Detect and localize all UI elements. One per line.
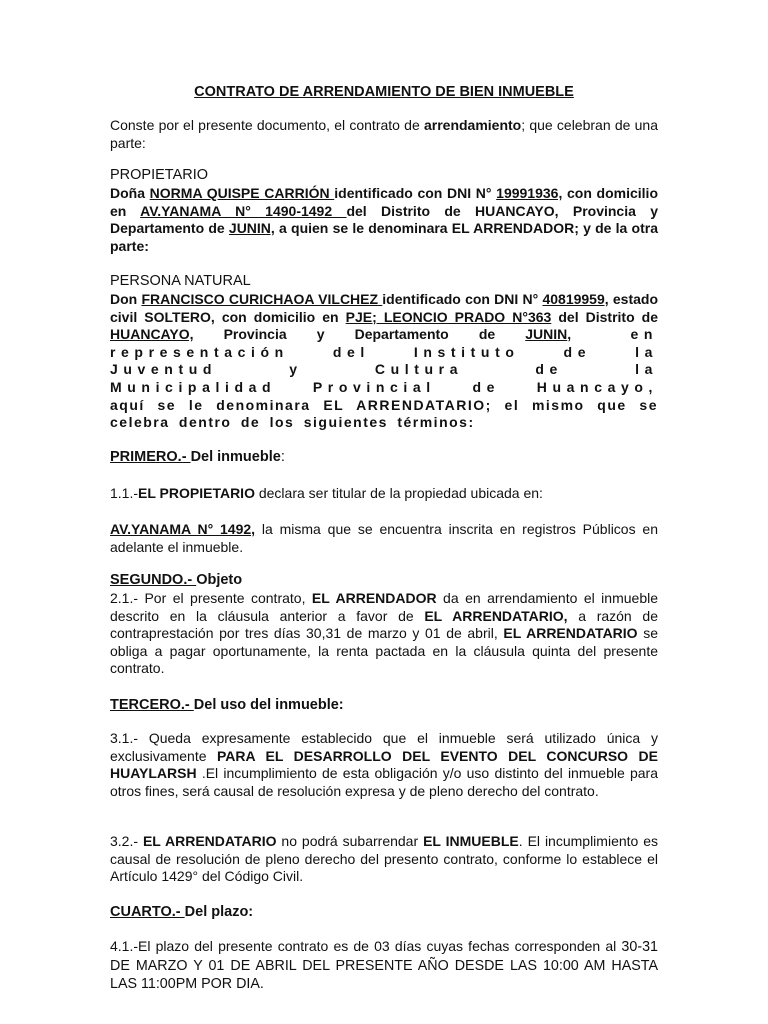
clause-3-2-text: no podrá subarrendar <box>276 833 424 849</box>
tenant-district: HUANCAYO, <box>110 326 194 343</box>
tenant-text-5: Provincia y Departamento de <box>193 326 526 343</box>
tenant-dni: 40819959, <box>542 291 609 307</box>
clause-2-1-text: 2.1.- Por el presente contrato, <box>110 590 312 606</box>
primero-label: PRIMERO.- <box>110 449 191 465</box>
clause-4-1 <box>110 938 658 994</box>
clause-3-2 <box>110 833 658 886</box>
document-title: CONTRATO DE ARRENDAMIENTO DE BIEN INMUEBLE <box>194 84 574 100</box>
tenant-paragraph <box>110 291 658 432</box>
segundo-label: SEGUNDO.- <box>110 572 197 588</box>
owner-text-4: del Distrito de HUANCAYO, Provincia y Departamento de <box>110 202 658 237</box>
property-address-text: la misma que se encuentra inscrita en registros Públicos en adelante el inmueble. <box>110 521 658 555</box>
clause-2-1-text-4: se obliga a pagar oportunamente, la renta pactada en la cláusula quinta del presente contrato. <box>110 625 658 677</box>
tenant-text-4: del Distrito de <box>551 308 659 325</box>
tenant-text-2: identificado con DNI N° <box>382 291 543 307</box>
clause-3-1 <box>110 730 658 800</box>
clause-3-1-text: 3.1.- Queda expresamente establecido que el inmueble será utilizado única y exclusivamente <box>110 730 658 764</box>
tenant-text-3: estado civil SOLTERO, con domicilio en <box>110 291 659 325</box>
tenant-text-7: aquí se le denominara EL ARRENDATARIO; el mismo que se celebra dentro de los siguientes términos: <box>110 396 658 431</box>
owner-dept: JUNIN, <box>228 220 275 237</box>
owner-heading: PROPIETARIO <box>110 167 209 183</box>
intro-paragraph <box>110 117 658 152</box>
clause-3-1-bold: PARA EL DESARROLLO DEL EVENTO DEL CONCURSO DE HUAYLARSH <box>110 747 658 782</box>
segundo-heading <box>110 572 658 590</box>
owner-address: AV.YANAMA N° 1490-1492 <box>140 202 347 219</box>
tenant-text: Don <box>110 291 142 307</box>
tercero-label: TERCERO.- <box>110 697 194 713</box>
owner-text-5: a quien se le denominara EL ARRENDADOR; y de la otra parte: <box>110 220 659 254</box>
clause-2-1 <box>110 590 658 678</box>
intro-text: Conste por el presente documento, el contrato de <box>110 117 424 133</box>
tenant-address: PJE; LEONCIO PRADO N°363 <box>345 308 552 325</box>
tenant-representation: , en representación del Instituto de la Juventud y Cultura de la Municipalidad Provincial de Huancayo, <box>110 326 658 395</box>
clause-1-1-text: declara ser titular de la propiedad ubicada en: <box>254 485 543 501</box>
property-address: AV.YANAMA N° 1492, <box>110 521 256 537</box>
clause-3-1-text-2: .El incumplimiento de esta obligación y/o uso distinto del inmueble para otros fines, será causal de resolución expresa y de pleno derecho del contrato. <box>110 765 658 799</box>
clause-3-2-bold-1: EL ARRENDATARIO <box>142 833 277 849</box>
primero-colon: : <box>280 449 285 465</box>
owner-text-2: identificado con DNI N° <box>334 185 497 201</box>
clause-1-1 <box>110 485 658 503</box>
clause-1-1-number: 1.1.- <box>110 485 139 501</box>
owner-dni: 19991936, <box>496 185 563 201</box>
clause-2-1-text-3: a razón de contraprestación por tres días 30,31 de marzo y 01 de abril, <box>110 607 658 642</box>
primero-title: Del inmueble <box>190 449 281 465</box>
owner-paragraph <box>110 185 658 255</box>
clause-2-1-bold-2: EL ARRENDATARIO, <box>424 607 568 624</box>
cuarto-label: CUARTO.- <box>110 904 185 920</box>
tercero-title: Del uso del inmueble: <box>193 697 344 713</box>
clause-4-1-dates: 30-31 DE MARZO Y 01 DE ABRIL DEL PRESENTE AÑO DESDE LAS 10:00 AM HASTA LAS 11:00PM POR DIA. <box>110 939 658 993</box>
intro-text-end: ; que celebran de una parte: <box>110 117 658 151</box>
tenant-dept: JUNIN <box>525 326 568 343</box>
owner-text: Doña <box>110 185 150 201</box>
tenant-heading: PERSONA NATURAL <box>110 273 251 289</box>
clause-2-1-text-2: da en arrendamiento el inmueble descrito en la cláusula anterior a favor de <box>110 590 658 624</box>
cuarto-title: Del plazo: <box>184 904 254 920</box>
clause-3-2-text-2: . El incumplimiento es causal de resolución de pleno derecho del presento contrato, conforme lo establece el Artículo 1429° del Código Civil. <box>110 833 659 885</box>
clause-3-2-bold-2: EL INMUEBLE <box>423 833 519 849</box>
clause-1-address <box>110 521 658 556</box>
clause-2-1-bold-3: EL ARRENDATARIO <box>503 625 638 642</box>
clause-2-1-bold-1: EL ARRENDADOR <box>311 590 437 606</box>
intro-bold: arrendamiento <box>423 117 522 133</box>
owner-name: NORMA QUISPE CARRIÓN <box>149 185 335 201</box>
cuarto-heading <box>110 904 658 922</box>
clause-1-1-bold: EL PROPIETARIO <box>138 485 255 501</box>
tenant-name: FRANCISCO CURICHAOA VILCHEZ <box>141 291 383 307</box>
primero-heading <box>110 449 658 467</box>
clause-4-1-text: 4.1.-El plazo del presente contrato es de 03 días cuyas fechas corresponden al <box>110 938 622 954</box>
segundo-title: Objeto <box>196 572 243 588</box>
owner-text-3: con domicilio en <box>110 185 658 219</box>
tercero-heading <box>110 697 658 715</box>
clause-3-2-number: 3.2.- <box>110 833 143 849</box>
